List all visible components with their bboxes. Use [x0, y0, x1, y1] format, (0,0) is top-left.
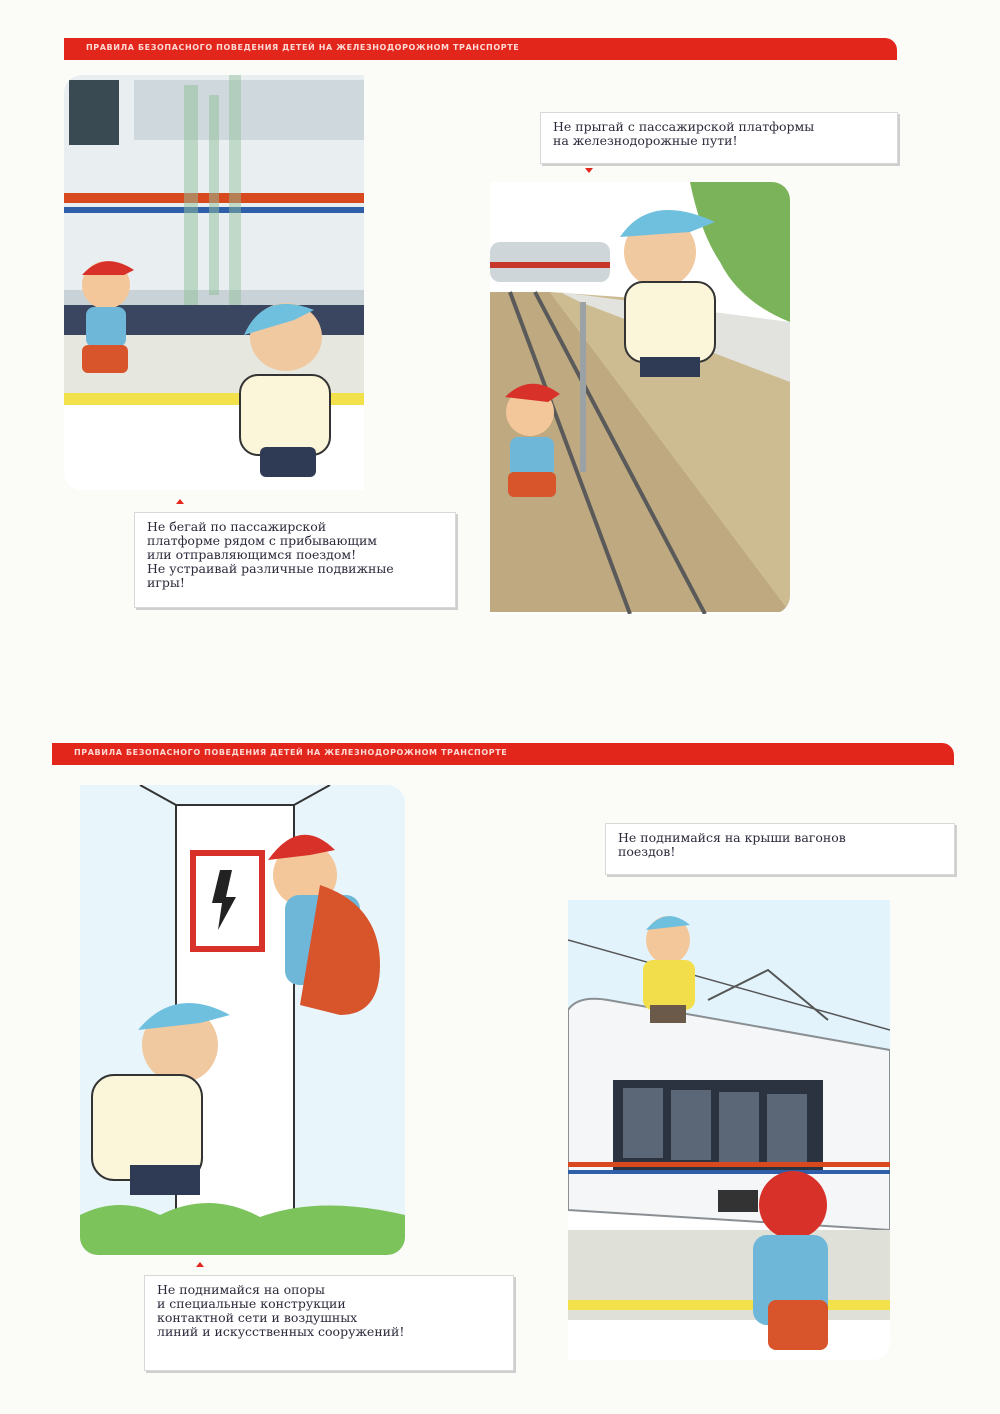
page1-header-banner: [64, 38, 897, 60]
caption-pointer: [196, 1262, 204, 1267]
illustration-jumping-to-tracks: [490, 182, 790, 614]
page2-header-banner: [52, 743, 954, 765]
illustration-climbing-pole: [80, 785, 405, 1255]
caption-no-climbing-roofs: Не поднимайся на крыши вагонов поездов!: [605, 823, 955, 875]
caption-pointer: [585, 168, 593, 173]
page1-header-title: ПРАВИЛА БЕЗОПАСНОГО ПОВЕДЕНИЯ ДЕТЕЙ НА ЖЕЛЕЗНОДОРОЖНОМ ТРАНСПОРТЕ: [86, 43, 520, 52]
caption-no-jumping: Не прыгай с пассажирской платформы на железнодорожные пути!: [540, 112, 898, 164]
caption-pointer: [176, 499, 184, 504]
page2-header-title: ПРАВИЛА БЕЗОПАСНОГО ПОВЕДЕНИЯ ДЕТЕЙ НА ЖЕЛЕЗНОДОРОЖНОМ ТРАНСПОРТЕ: [74, 748, 508, 757]
illustration-climbing-train-roof: [568, 900, 890, 1360]
caption-no-running: Не бегай по пассажирской платформе рядом с прибывающим или отправляющимся поездом! Не устраивай различные подвижные игры!: [134, 512, 456, 608]
illustration-running-on-platform: [64, 75, 364, 490]
caption-no-climbing-poles: Не поднимайся на опоры и специальные конструкции контактной сети и воздушных линий и искусственных сооружений!: [144, 1275, 514, 1371]
